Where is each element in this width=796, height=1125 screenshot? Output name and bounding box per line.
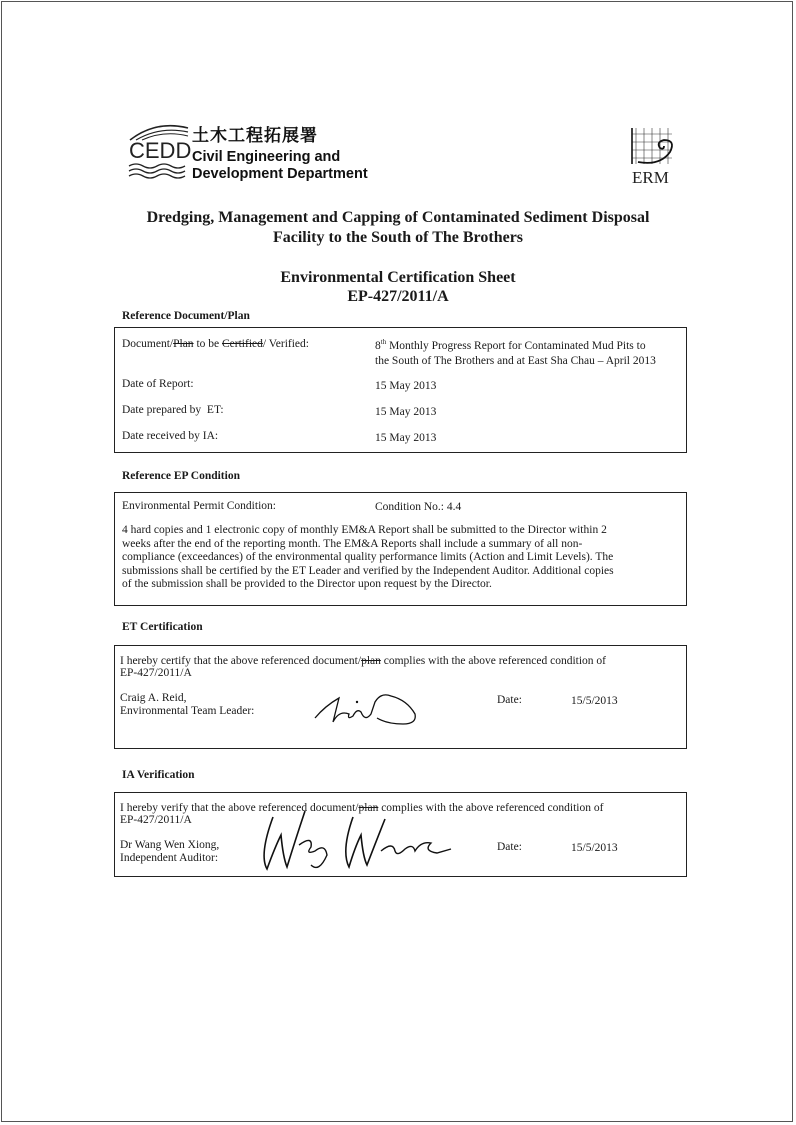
ep-condition-label: Environmental Permit Condition: xyxy=(122,500,276,512)
ia-signature xyxy=(255,795,455,880)
project-title-line2: Facility to the South of The Brothers xyxy=(272,229,524,246)
reference-document-label: Reference Document/Plan xyxy=(122,310,250,322)
ia-name: Dr Wang Wen Xiong, xyxy=(120,839,220,851)
ia-statement-ep: EP-427/2011/A xyxy=(120,814,192,826)
date-of-report-value: 15 May 2013 xyxy=(375,380,437,392)
et-certification-label: ET Certification xyxy=(122,621,203,633)
ia-date-value: 15/5/2013 xyxy=(571,842,618,854)
ia-date-label: Date: xyxy=(497,841,522,853)
ia-role: Independent Auditor: xyxy=(120,852,219,864)
et-certification-box xyxy=(114,645,687,749)
reference-ep-box xyxy=(114,492,687,606)
et-role: Environmental Team Leader: xyxy=(120,705,255,717)
et-signature xyxy=(311,688,431,741)
ia-statement: I hereby verify that the above referenced document/plan complies with the above referenced condition of xyxy=(120,802,604,814)
cedd-letters: CEDD xyxy=(129,138,192,163)
plan-struck: plan xyxy=(358,802,379,814)
document-title-value: 8th Monthly Progress Report for Contaminated Mud Pits to the South of The Brothers and at East Sha Chau – April 2013 xyxy=(375,338,656,367)
date-prepared-label: Date prepared by ET: xyxy=(122,404,224,416)
sheet-title: Environmental Certification Sheet xyxy=(280,269,516,286)
ia-verification-label: IA Verification xyxy=(122,769,195,781)
date-prepared-value: 15 May 2013 xyxy=(375,406,437,418)
et-name: Craig A. Reid, xyxy=(120,692,187,704)
et-date-label: Date: xyxy=(497,694,522,706)
project-title-line1: Dredging, Management and Capping of Contaminated Sediment Disposal xyxy=(146,209,650,226)
reference-document-box xyxy=(114,327,687,453)
cedd-logo xyxy=(126,118,386,188)
cedd-english-name-line1: Civil Engineering and xyxy=(192,149,341,165)
condition-paragraph: 4 hard copies and 1 electronic copy of monthly EM&A Report shall be submitted to the Director within 2 weeks after the end of the reporting month. The EM&A Reports shall include a summary of all non- compliance (exceedances) of the environmental quality performance limits (Action and Limit Levels). The submissions shall be certified by the ET Leader and verified by the Independent Auditor. Additional copies of the submission shall be provided to the Director upon request by the Director. xyxy=(122,524,614,591)
cedd-chinese-name: 土木工程拓展署 xyxy=(192,126,318,146)
date-received-label: Date received by IA: xyxy=(122,430,219,442)
ia-verification-box xyxy=(114,792,687,877)
plan-struck: plan xyxy=(361,655,381,667)
ep-number: EP-427/2011/A xyxy=(347,288,449,305)
condition-number: Condition No.: 4.4 xyxy=(375,501,462,513)
date-received-value: 15 May 2013 xyxy=(375,432,437,444)
et-date-value: 15/5/2013 xyxy=(571,695,618,707)
document-type-label: Document/Plan to be Certified/ Verified: xyxy=(122,338,309,350)
cedd-english-name-line2: Development Department xyxy=(192,166,368,182)
erm-logo xyxy=(628,126,684,188)
erm-spiral-icon xyxy=(630,126,680,168)
erm-text: ERM xyxy=(632,168,669,187)
certified-struck: Certified xyxy=(222,338,263,350)
plan-struck: Plan xyxy=(173,338,194,350)
et-statement-ep: EP-427/2011/A xyxy=(120,667,192,679)
et-statement: I hereby certify that the above referenced document/plan complies with the above referenced condition of xyxy=(120,655,607,667)
date-of-report-label: Date of Report: xyxy=(122,378,194,390)
reference-ep-label: Reference EP Condition xyxy=(122,470,240,482)
